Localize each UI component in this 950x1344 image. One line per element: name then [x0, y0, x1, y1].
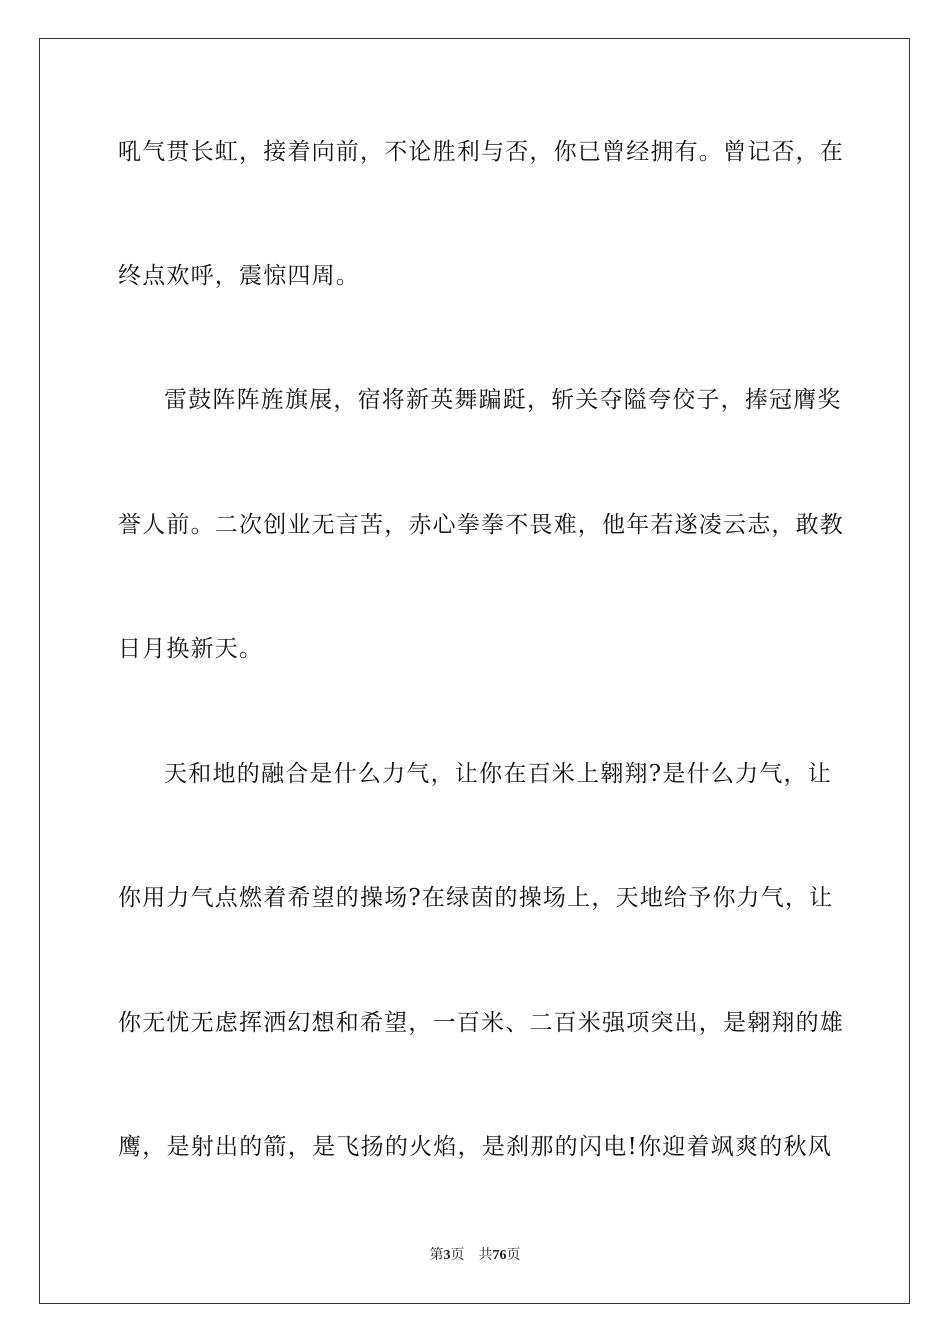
text-line: 终点欢呼，震惊四周。 — [118, 263, 360, 289]
total-suffix: 页 — [506, 1247, 521, 1263]
total-pages: 76 — [492, 1248, 507, 1263]
page-suffix: 页 — [450, 1247, 465, 1263]
page-border — [39, 38, 910, 1304]
text-line: 誉人前。二次创业无言苦，赤心拳拳不畏难，他年若遂凌云志，敢教 — [118, 512, 844, 538]
text-line: 你无忧无虑挥洒幻想和希望，一百米、二百米强项突出，是翱翔的雄 — [118, 1010, 844, 1036]
total-prefix: 共 — [478, 1247, 493, 1263]
text-line: 吼气贯长虹，接着向前，不论胜利与否，你已曾经拥有。曾记否，在 — [118, 139, 844, 165]
page-number: 3 — [443, 1248, 451, 1263]
text-line-indented: 雷鼓阵阵旌旗展，宿将新英舞蹁跹，斩关夺隘夸佼子，捧冠膺奖 — [164, 387, 842, 413]
text-line-indented: 天和地的融合是什么力气，让你在百米上翱翔?是什么力气，让 — [164, 761, 832, 787]
text-line: 日月换新天。 — [118, 636, 264, 662]
page-footer — [0, 1246, 950, 1265]
page-prefix: 第 — [429, 1247, 444, 1263]
text-line: 鹰，是射出的箭，是飞扬的火焰，是刹那的闪电!你迎着飒爽的秋风 — [118, 1134, 832, 1160]
text-line: 你用力气点燃着希望的操场?在绿茵的操场上，天地给予你力气，让 — [118, 885, 834, 911]
